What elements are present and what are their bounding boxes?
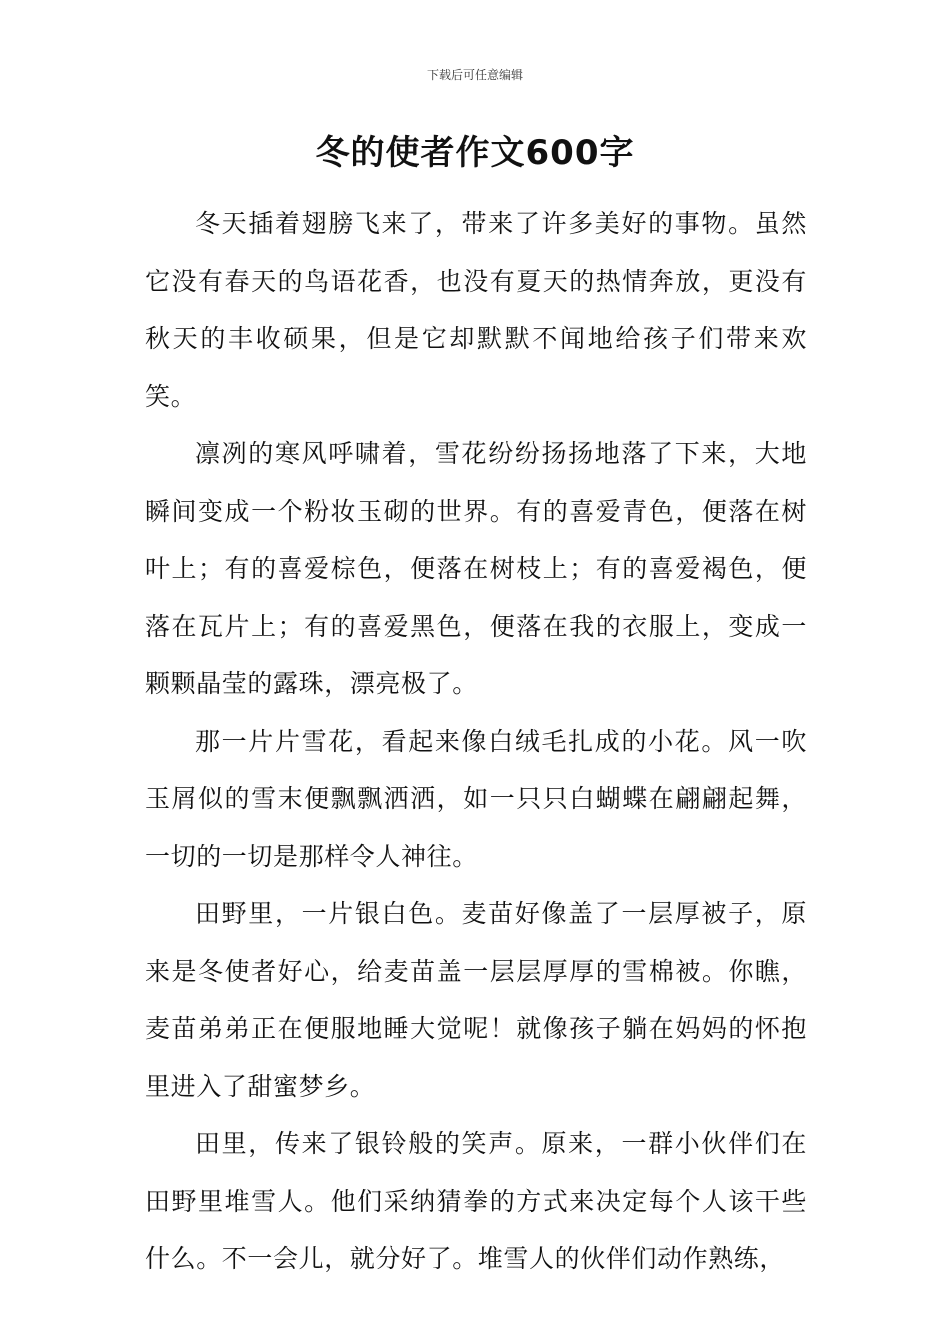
document-body <box>145 195 807 1288</box>
paragraph-3: 那一片片雪花，看起来像白绒毛扎成的小花。风一吹玉屑似的雪末便飘飘洒洒，如一只只白蝴蝶在翩翩起舞，一切的一切是那样令人神往。 <box>145 726 807 871</box>
header-note: 下载后可任意编辑 <box>426 68 523 82</box>
paragraph-4: 田野里，一片银白色。麦苗好像盖了一层厚被子，原来是冬使者好心，给麦苗盖一层层厚厚的雪棉被。你瞧，麦苗弟弟正在便服地睡大觉呢！就像孩子躺在妈妈的怀抱里进入了甜蜜梦乡。 <box>145 899 807 1101</box>
paragraph-2: 凛冽的寒风呼啸着，雪花纷纷扬扬地落了下来，大地瞬间变成一个粉妆玉砌的世界。有的喜爱青色，便落在树叶上；有的喜爱棕色，便落在树枝上；有的喜爱褐色，便落在瓦片上；有的喜爱黑色，便落在我的衣服上，变成一颗颗晶莹的露珠，漂亮极了。 <box>145 439 807 698</box>
paragraph-1: 冬天插着翅膀飞来了，带来了许多美好的事物。虽然它没有春天的鸟语花香，也没有夏天的热情奔放，更没有秋天的丰收硕果，但是它却默默不闻地给孩子们带来欢笑。 <box>145 209 807 411</box>
document-title: 冬的使者作文600字 <box>315 133 635 173</box>
paragraph-5: 田里，传来了银铃般的笑声。原来，一群小伙伴们在田野里堆雪人。他们采纳猜拳的方式来决定每个人该干些什么。不一会儿，就分好了。堆雪人的伙伴们动作熟练， <box>145 1129 807 1273</box>
